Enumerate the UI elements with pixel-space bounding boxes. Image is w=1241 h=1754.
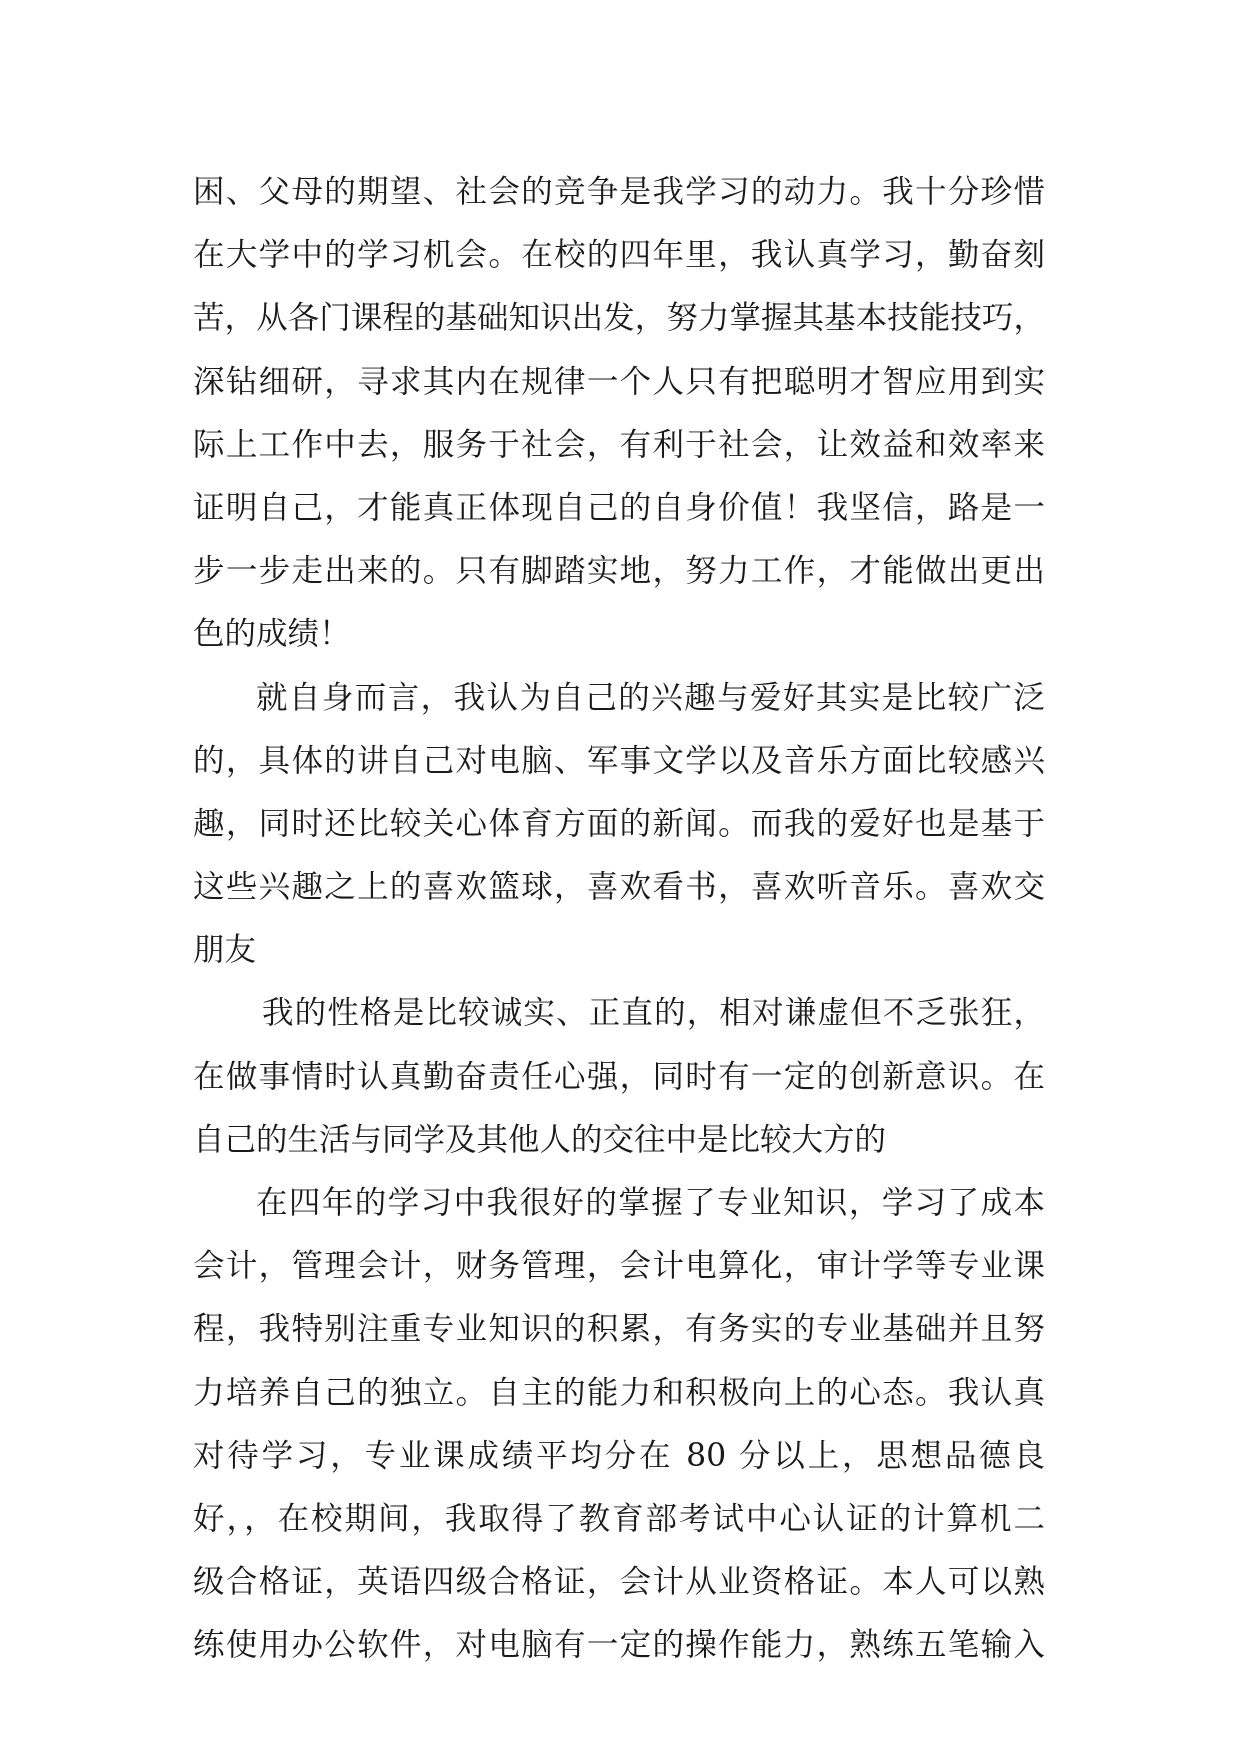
paragraph-1-line-4: 深钻细研，寻求其内在规律一个人只有把聪明才智应用到实 <box>193 363 1045 400</box>
paragraph-1-line-6: 证明自己，才能真正体现自己的自身价值！我坚信，路是一 <box>193 489 1045 526</box>
paragraph-3-line-1: 我的性格是比较诚实、正直的，相对谦虚但不乏张狂， <box>262 995 1045 1032</box>
paragraph-3-line-2: 在做事情时认真勤奋责任心强，同时有一定的创新意识。在 <box>193 1058 1045 1095</box>
paragraph-4-line-7: 级合格证，英语四级合格证，会计从业资格证。本人可以熟 <box>193 1564 1045 1601</box>
paragraph-1-line-7: 步一步走出来的。只有脚踏实地，努力工作，才能做出更出 <box>193 553 1045 590</box>
paragraph-2-line-4: 这些兴趣之上的喜欢篮球，喜欢看书，喜欢听音乐。喜欢交 <box>193 869 1045 906</box>
paragraph-2-line-1: 就自身而言，我认为自己的兴趣与爱好其实是比较广泛 <box>256 679 1045 716</box>
paragraph-4-line-3: 程，我特别注重专业知识的积累，有务实的专业基础并且努 <box>193 1311 1045 1348</box>
document-body <box>193 161 1045 1678</box>
paragraph-1-line-8: 色的成绩！ <box>193 616 351 653</box>
paragraph-1-line-3: 苦，从各门课程的基础知识出发，努力掌握其基本技能技巧， <box>193 300 1045 337</box>
paragraph-4-line-8: 练使用办公软件，对电脑有一定的操作能力，熟练五笔输入 <box>193 1627 1045 1664</box>
paragraph-1-line-5: 际上工作中去，服务于社会，有利于社会，让效益和效率来 <box>193 426 1045 463</box>
paragraph-4-line-2: 会计，管理会计，财务管理，会计电算化，审计学等专业课 <box>193 1248 1045 1285</box>
paragraph-2-line-3: 趣，同时还比较关心体育方面的新闻。而我的爱好也是基于 <box>193 805 1045 842</box>
paragraph-4-line-6: 好，，在校期间，我取得了教育部考试中心认证的计算机二 <box>193 1500 1045 1537</box>
paragraph-4-line-5: 对待学习，专业课成绩平均分在 80 分以上，思想品德良 <box>193 1437 1045 1474</box>
paragraph-4-line-1: 在四年的学习中我很好的掌握了专业知识，学习了成本 <box>256 1185 1045 1221</box>
paragraph-2-line-5: 朋友 <box>193 932 257 969</box>
paragraph-3-line-3: 自己的生活与同学及其他人的交往中是比较大方的 <box>193 1121 887 1158</box>
paragraph-4-line-4: 力培养自己的独立。自主的能力和积极向上的心态。我认真 <box>193 1374 1045 1411</box>
paragraph-1-line-2: 在大学中的学习机会。在校的四年里，我认真学习，勤奋刻 <box>193 237 1045 274</box>
paragraph-1-line-1: 困、父母的期望、社会的竞争是我学习的动力。我十分珍惜 <box>193 174 1045 210</box>
paragraph-2-line-2: 的，具体的讲自己对电脑、军事文学以及音乐方面比较感兴 <box>193 742 1045 779</box>
